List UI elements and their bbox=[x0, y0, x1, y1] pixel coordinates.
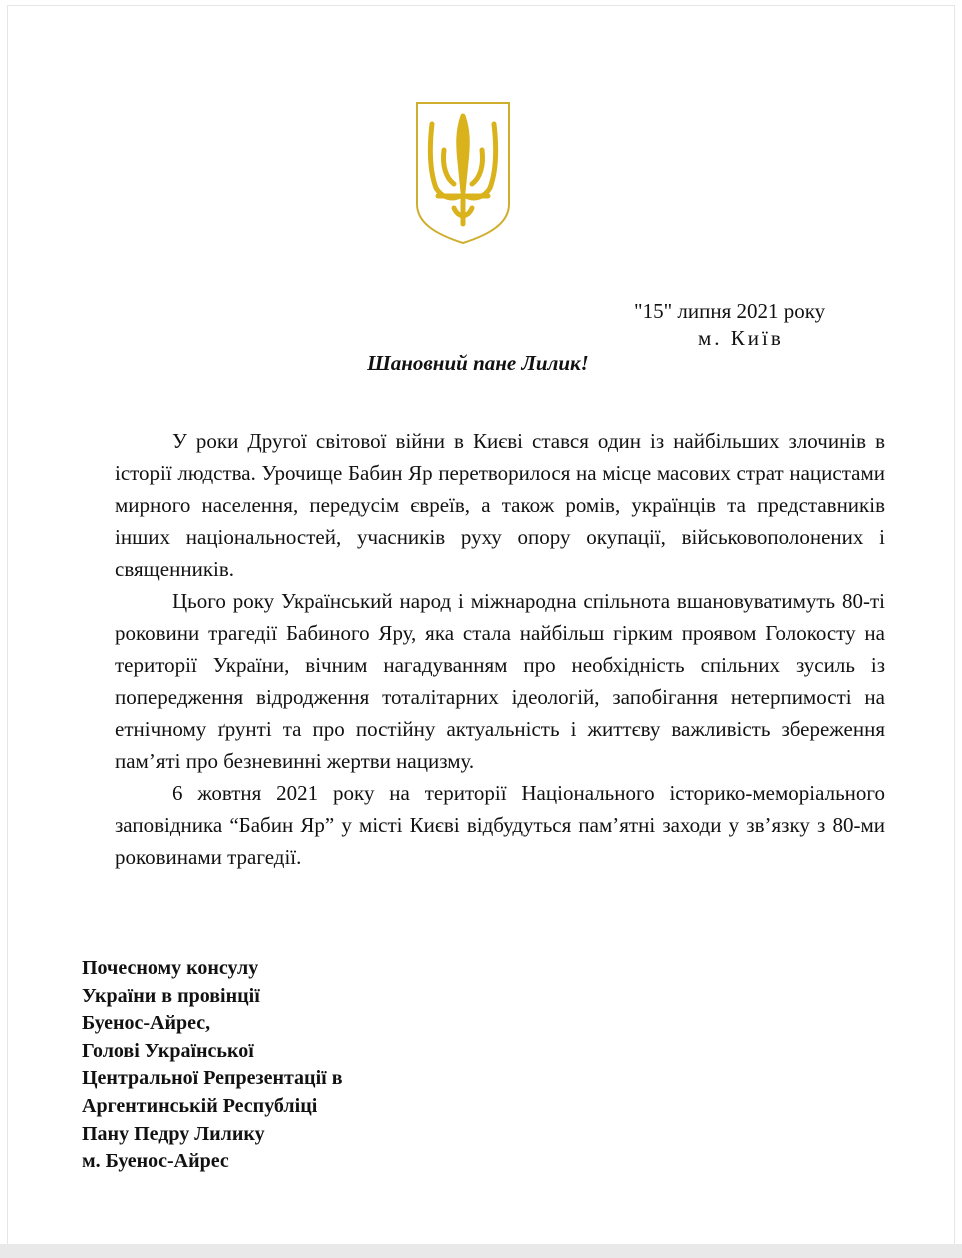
page-bottom-edge bbox=[0, 1244, 962, 1258]
addressee-line: Центральної Репрезентації в bbox=[82, 1067, 343, 1090]
body-paragraph-1: У роки Другої світової війни в Києві стався один із найбільших злочинів в історії людства. Урочище Бабин Яр перетворилося на місце масових страт нацистами мирного населення, передусім євреїв, а також ромів, українців та представників інших національностей, учасників руху опору окупації, військовополонених і священників. bbox=[115, 429, 885, 581]
salutation-text: Шановний пане Лилик! bbox=[367, 351, 589, 375]
addressee-line: Буенос-Айрес, bbox=[82, 1012, 211, 1035]
addressee-line: Почесному консулу bbox=[82, 957, 259, 979]
addressee-line: Голові Української bbox=[82, 1039, 254, 1062]
addressee-line: м. Буенос-Айрес bbox=[82, 1150, 229, 1173]
addressee-line: Аргентинській Республіці bbox=[82, 1094, 318, 1117]
letter-date: "15" липня 2021 року bbox=[634, 299, 826, 323]
letter-body bbox=[115, 425, 885, 873]
body-paragraph-2: Цього року Український народ і міжнародна спільнота вшановуватимуть 80-ті роковини трагедії Бабиного Яру, яка стала найбільш гірким проявом Голокосту на території України, вічним нагадуванням про необхідність спільних зусиль із попередження відродження тоталітарних ідеологій, запобігання нетерпимості на етнічному ґрунті та про постійну актуальність і життєву важливість збереження пам’яті про безневинні жертви нацизму. bbox=[115, 589, 885, 773]
addressee-line: Пану Педру Лилику bbox=[82, 1122, 265, 1145]
letter-city: м. Київ bbox=[698, 326, 784, 350]
addressee-block bbox=[82, 955, 343, 1176]
coat-of-arms-icon bbox=[414, 100, 512, 246]
body-paragraph-3: 6 жовтня 2021 року на території Національного історико-меморіального заповідника “Бабин Яр” у місті Києві відбудуться пам’ятні заходи у зв’язку з 80-ми роковинами трагедії. bbox=[115, 781, 885, 869]
addressee-line: України в провінції bbox=[82, 984, 260, 1007]
salutation bbox=[0, 351, 962, 376]
